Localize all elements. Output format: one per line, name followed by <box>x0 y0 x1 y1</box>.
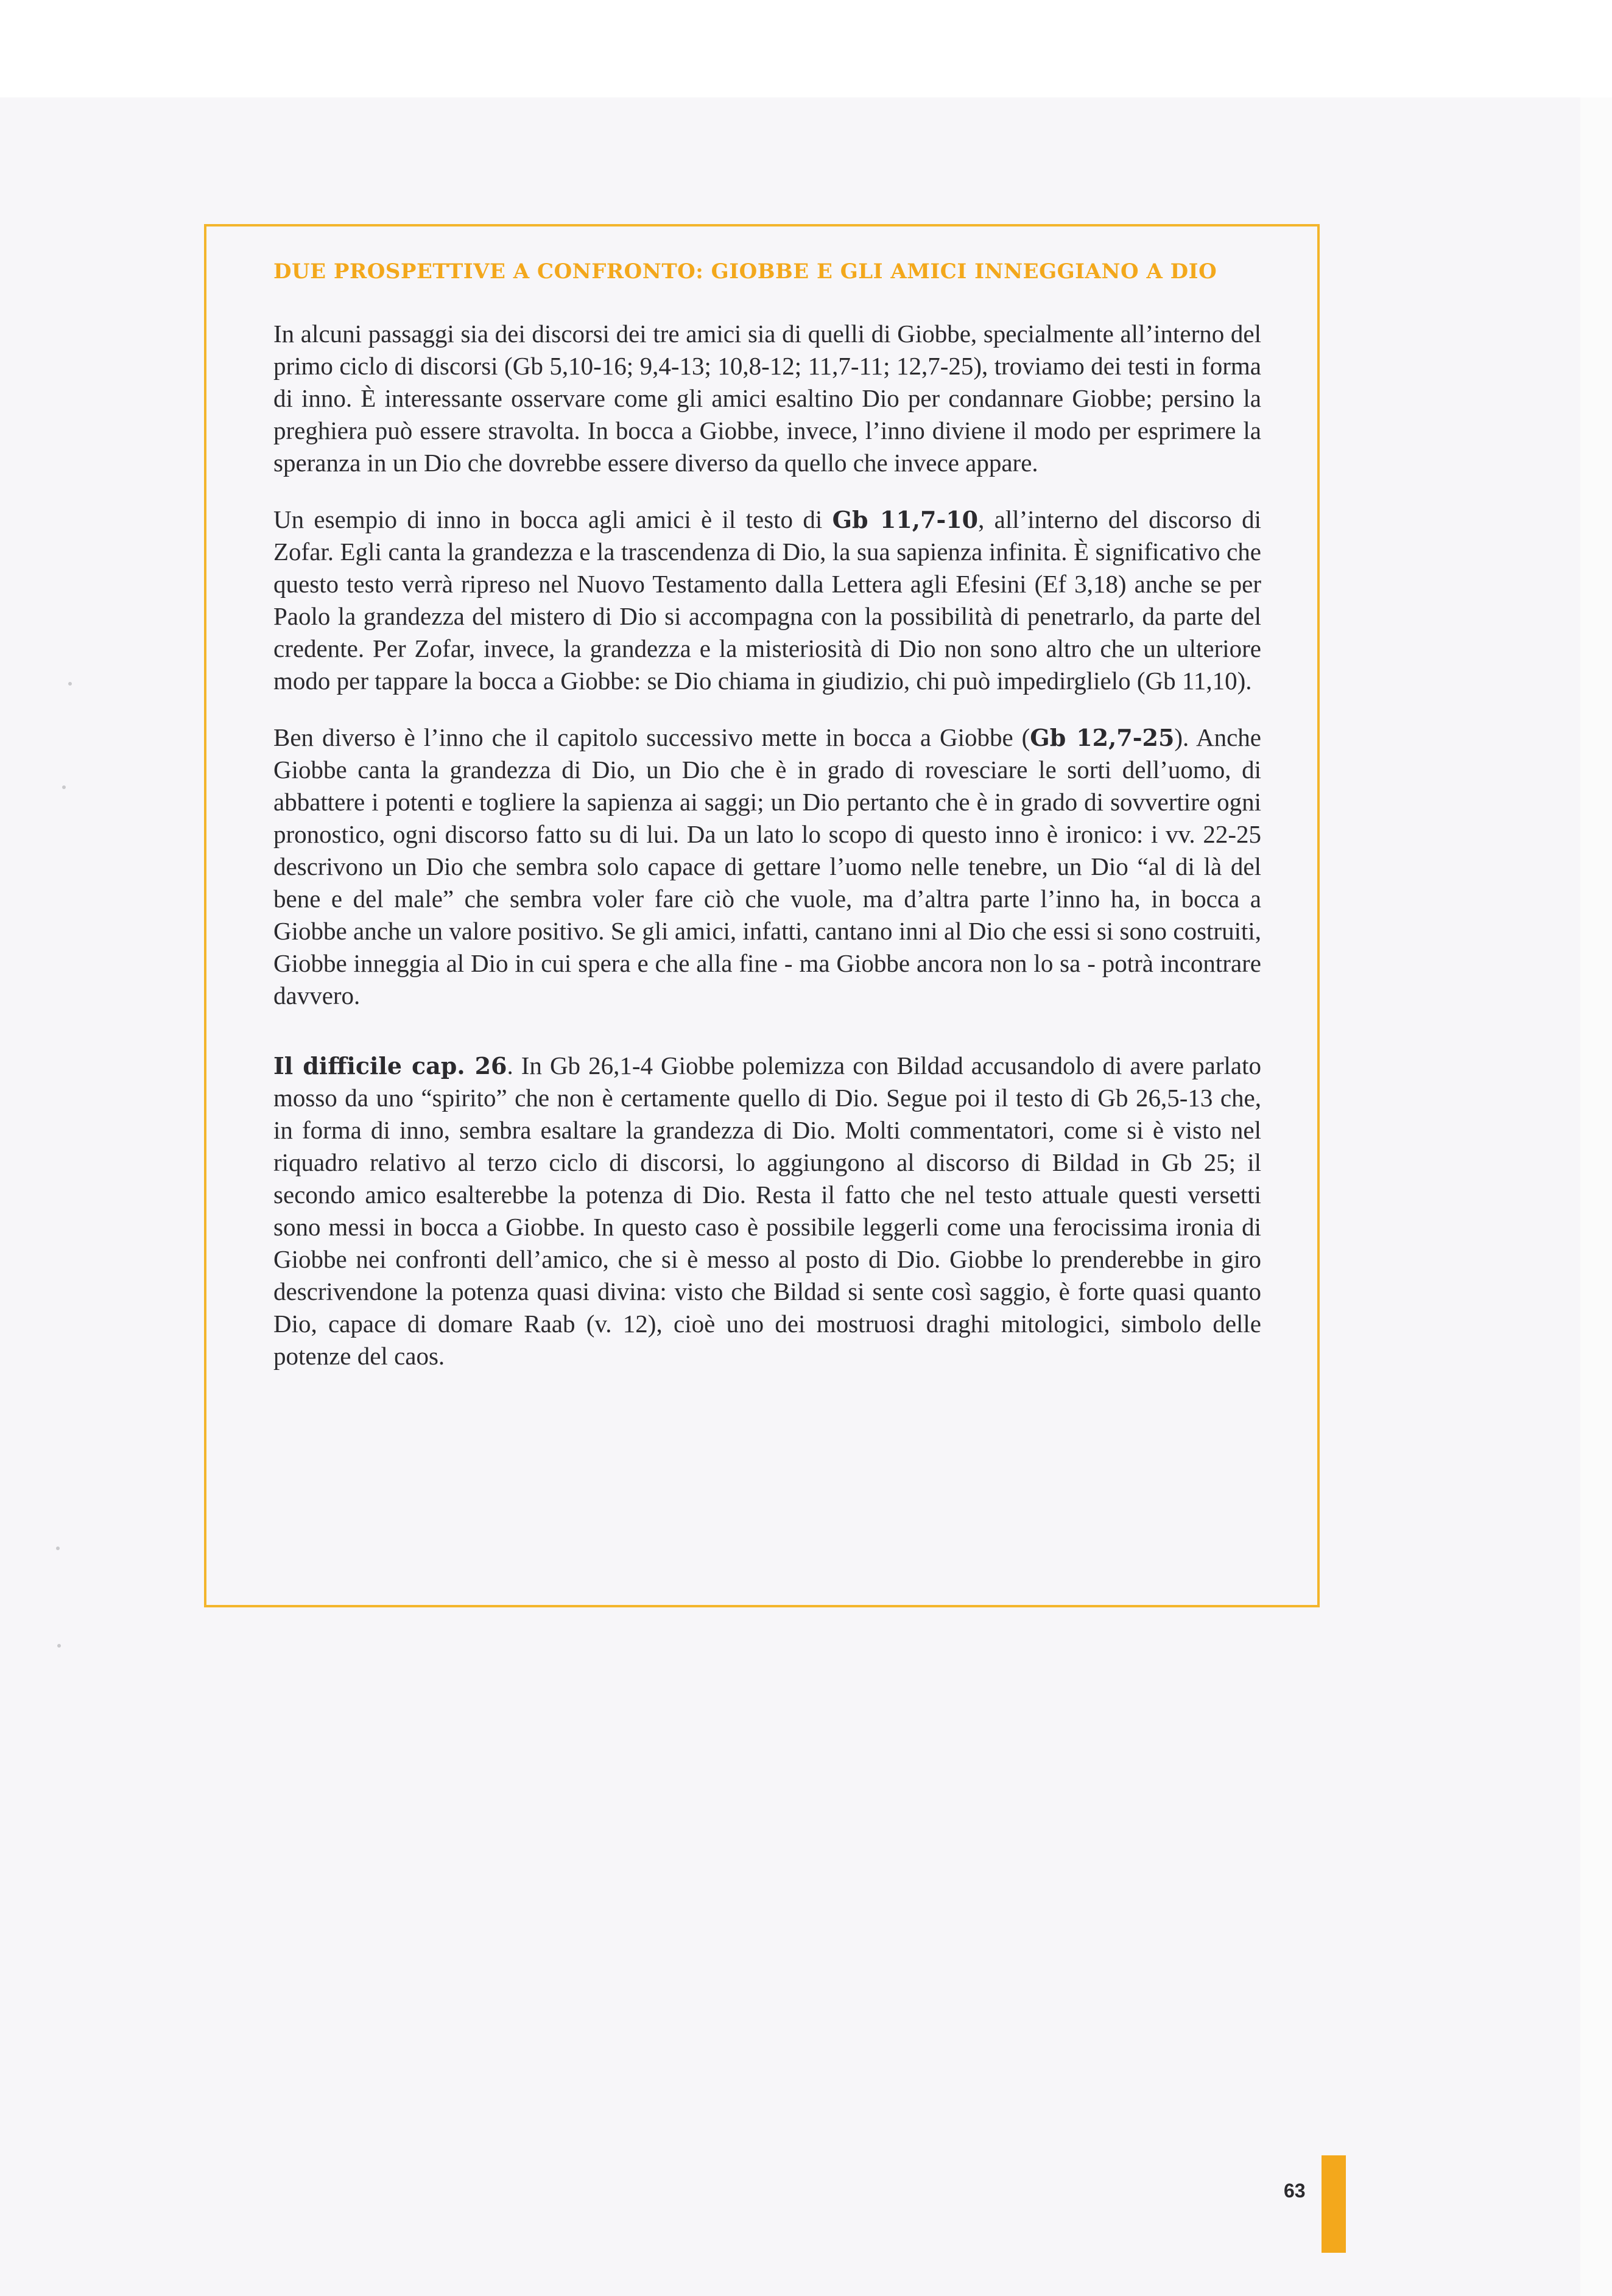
paper-speck <box>57 1644 61 1648</box>
paragraph-zofar-text: , all’interno del discorso di Zofar. Egli canta la grandezza e la trascendenza di Dio, la sua sapienza infinita. È significativo che questo testo verrà ripreso nel Nuovo Testamento dalla Lettera agli Efesini (Ef 3,18) anche se per Paolo la grandezza del mistero di Dio si accompagna con la possibilità di penetrarlo, da parte del credente. Per Zofar, invece, la grandezza e la misteriosità di Dio non sono altro che un ulteriore modo per tappare la bocca a Giobbe: se Dio chiama in giudizio, chi può impedirglielo (Gb 11,10). <box>273 505 1261 695</box>
page-number: 63 <box>1284 2180 1306 2202</box>
paragraph-cap-26 <box>273 1050 1261 1372</box>
paper-speck <box>56 1546 60 1550</box>
paragraph-zofar-lead: Un esempio di inno in bocca agli amici è il testo di <box>273 505 832 533</box>
paragraph-cap-26-text: . In Gb 26,1-4 Giobbe polemizza con Bildad accusandolo di avere parlato mosso da uno “spirito” che non è certamente quello di Dio. Segue poi il testo di Gb 26,5-13 che, in forma di inno, sembra esaltare la grandezza di Dio. Molti commentatori, come si è visto nel riquadro relativo al terzo ciclo di discorsi, lo aggiungono al discorso di Bildad in Gb 25; il secondo amico esalterebbe la potenza di Dio. Resta il fatto che nel testo attuale questi versetti sono messi in bocca a Giobbe. In questo caso è possibile leggerli come una ferocissima ironia di Giobbe nei confronti dell’amico, che si è messo al posto di Dio. Giobbe lo prenderebbe in giro descrivendone la potenza quasi divina: visto che Bildad si sente così saggio, è forte quasi quanto Dio, capace di domare Raab (v. 12), cioè uno dei mostruosi draghi mitologici, simbolo delle potenze del caos. <box>273 1051 1261 1370</box>
paragraph-giobbe-text: ). Anche Giobbe canta la grandezza di Dio, un Dio che è in grado di rovesciare le sorti dell’uomo, di abbattere i potenti e togliere la sapienza ai saggi; un Dio pertanto che è in grado di sovvertire ogni pronostico, ogni discorso fatto su di lui. Da un lato lo scopo di questo inno è ironico: i vv. 22-25 descrivono un Dio che sembra solo capace di gettare l’uomo nelle tenebre, un Dio “al di là del bene e del male” che sembra voler fare ciò che vuole, ma d’altra parte l’inno ha, in bocca a Giobbe anche un valore positivo. Se gli amici, infatti, cantano inni al Dio che essi si sono costruiti, Giobbe inneggia al Dio in cui spera e che alla fine - ma Giobbe ancora non lo sa - potrà incontrare davvero. <box>273 723 1261 1009</box>
paragraph-giobbe-lead: Ben diverso è l’inno che il capitolo successivo mette in bocca a Giobbe ( <box>273 723 1030 751</box>
reference-gb-11: Gb 11,7-10 <box>832 506 979 533</box>
sidebar-box <box>204 224 1320 1607</box>
paragraph-cap-26-heading: Il difficile cap. 26 <box>273 1052 507 1080</box>
paper-speck <box>62 785 66 789</box>
page-edge-tab <box>1322 2155 1346 2253</box>
paragraph-zofar <box>273 504 1261 697</box>
page-top-margin <box>0 0 1612 97</box>
reference-gb-12: Gb 12,7-25 <box>1030 724 1175 751</box>
paragraph-giobbe-hymn <box>273 721 1261 1012</box>
box-body <box>273 318 1261 1397</box>
box-title: DUE PROSPETTIVE A CONFRONTO: GIOBBE E GLI AMICI INNEGGIANO A DIO <box>273 259 1217 284</box>
paragraph-intro: In alcuni passaggi sia dei discorsi dei tre amici sia di quelli di Giobbe, specialmente all’interno del primo ciclo di discorsi (Gb 5,10-16; 9,4-13; 10,8-12; 11,7-11; 12,7-25), troviamo dei testi in forma di inno. È interessante osservare come gli amici esaltino Dio per condannare Giobbe; persino la preghiera può essere stravolta. In bocca a Giobbe, invece, l’inno diviene il modo per esprimere la speranza in un Dio che dovrebbe essere diverso da quello che invece appare. <box>273 320 1261 477</box>
paper-speck <box>68 682 72 686</box>
